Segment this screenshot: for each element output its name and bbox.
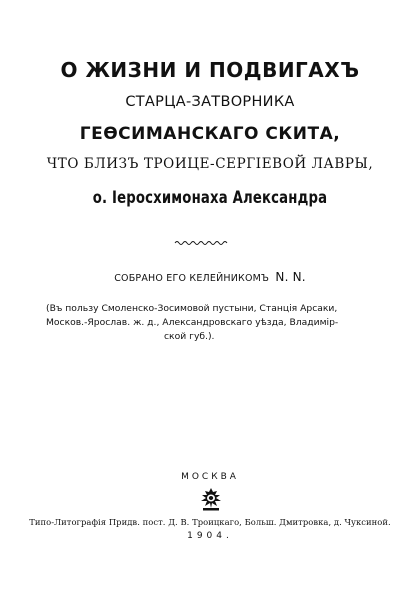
ornamental-divider bbox=[174, 240, 228, 246]
elder-name: о. Іеросхимонаха Александра bbox=[92, 188, 328, 208]
note-line: ской губ.). bbox=[164, 331, 215, 342]
collected-by-line bbox=[0, 270, 420, 284]
note-line: Москов.-Ярослав. ж. д., Александровскаго уѣзда, Владимір- bbox=[46, 317, 339, 328]
subtitle-line-1: СТАРЦА-ЗАТВОРНИКА bbox=[125, 94, 295, 110]
publication-city: МОСКВА bbox=[181, 472, 239, 482]
printer-emblem-icon bbox=[196, 486, 226, 512]
subtitle-line-2: ГЕѲСИМАНСКАГО СКИТА, bbox=[79, 124, 341, 144]
printer-imprint: Типо-Литографія Придв. пост. Д. В. Троицкаго, Больш. Дмитровка, д. Чуксиной. bbox=[29, 517, 391, 527]
book-title: О ЖИЗНИ И ПОДВИГАХЪ bbox=[60, 58, 360, 82]
collected-by-text: СОБРАНО ЕГО КЕЛЕЙНИКОМЪ bbox=[114, 273, 270, 284]
note-line: (Въ пользу Смоленско-Зосимовой пустыни, Станція Арсаки, bbox=[46, 303, 338, 314]
subtitle-line-3: ЧТО БЛИЗЪ ТРОИЦЕ-СЕРГІЕВОЙ ЛАВРЫ, bbox=[46, 156, 374, 172]
publication-year: 1904. bbox=[187, 531, 233, 541]
compiler-initials: N. N. bbox=[275, 270, 306, 284]
proceeds-note bbox=[46, 302, 386, 344]
